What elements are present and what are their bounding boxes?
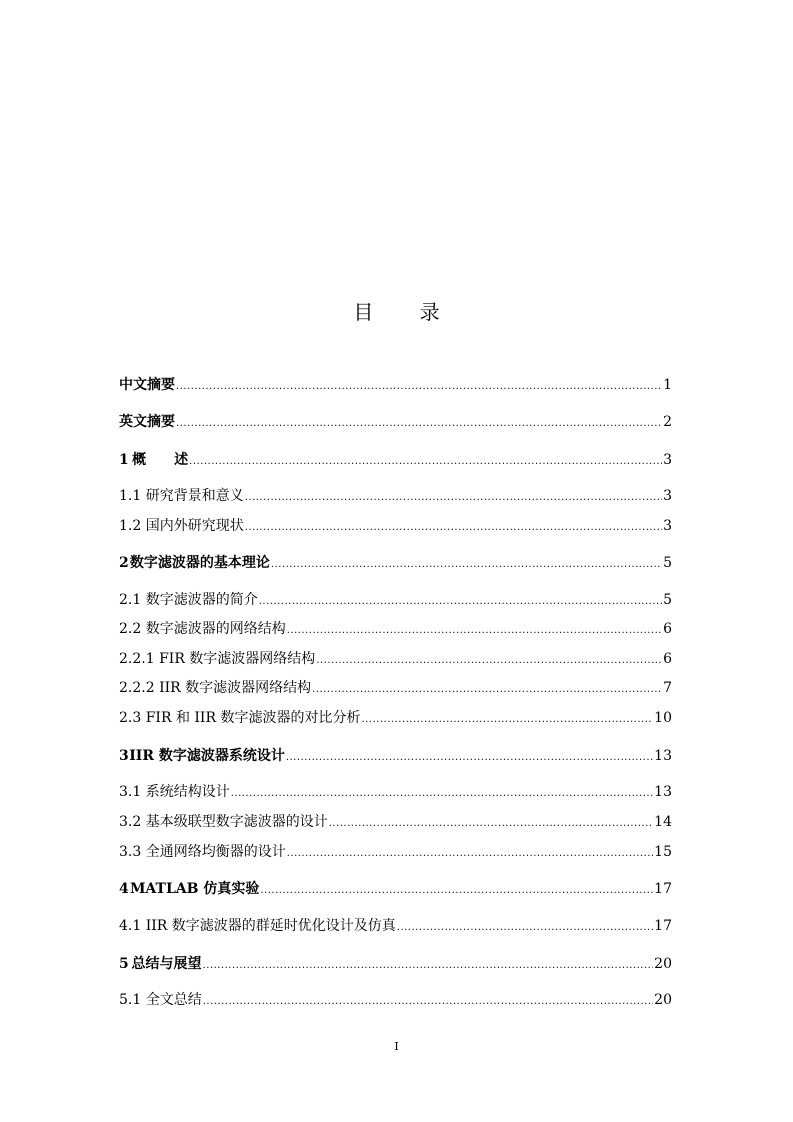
toc-entry-page: 15 (654, 844, 672, 860)
toc-entry-3-1[interactable] (119, 781, 672, 803)
toc-entry-number: 5 (119, 956, 129, 972)
toc-entry-page: 17 (654, 881, 672, 897)
toc-leader (176, 376, 662, 398)
toc-entry-label: 2.3 FIR 和 IIR 数字滤波器的对比分析 (119, 710, 361, 726)
toc-entry-chapter-3[interactable] (119, 745, 672, 767)
toc-leader (245, 487, 662, 509)
toc-entry-chapter-1[interactable] (119, 449, 672, 471)
toc-entry-page: 1 (663, 377, 672, 393)
toc-entry-page: 5 (663, 555, 672, 571)
toc-entry-1-1[interactable] (119, 485, 672, 507)
toc-entry-5-1[interactable] (119, 989, 672, 1011)
toc-leader (231, 783, 653, 805)
toc-entry-label: 数字滤波器的基本理论 (129, 555, 270, 571)
toc-entry-label: 3.3 全通网络均衡器的设计 (119, 844, 286, 860)
toc-entry-label: IIR 数字滤波器系统设计 (129, 748, 285, 764)
toc-entry-chapter-2[interactable] (119, 552, 672, 574)
toc-entry-label: 1.2 国内外研究现状 (119, 518, 244, 534)
toc-leader (361, 709, 653, 731)
toc-entry-4-1[interactable] (119, 915, 672, 937)
toc-entry-2-3[interactable] (119, 707, 672, 729)
toc-entry-page: 3 (663, 518, 672, 534)
toc-entry-page: 2 (663, 414, 672, 430)
toc-entry-chapter-4[interactable] (119, 878, 672, 900)
toc-leader (287, 843, 653, 865)
toc-entry-label: 4.1 IIR 数字滤波器的群延时优化设计及仿真 (119, 918, 396, 934)
toc-entry-page: 20 (654, 992, 672, 1008)
toc-leader (312, 679, 662, 701)
toc-leader (271, 554, 662, 576)
toc-entry-number: 4 (119, 881, 129, 897)
toc-entry-page: 6 (663, 621, 672, 637)
toc-entry-label: 中文摘要 (119, 377, 175, 393)
toc-entry-label: 3.1 系统结构设计 (119, 784, 230, 800)
toc-entry-label: 3.2 基本级联型数字滤波器的设计 (119, 814, 328, 830)
toc-entry-label: 2.2.2 IIR 数字滤波器网络结构 (119, 680, 312, 696)
toc-entry-page: 7 (663, 680, 672, 696)
toc-entry-page: 5 (663, 592, 672, 608)
toc-entry-label: 5.1 全文总结 (119, 992, 202, 1008)
toc-leader (316, 650, 662, 672)
toc-leader (189, 451, 662, 473)
toc-entry-label: 2.2.1 FIR 数字滤波器网络结构 (119, 651, 316, 667)
toc-entry-label: 概 述 (132, 452, 189, 468)
toc-entry-label: 英文摘要 (119, 414, 175, 430)
toc-entry-abstract-cn[interactable] (119, 374, 672, 396)
toc-leader (259, 591, 662, 613)
toc-entry-page: 10 (654, 710, 672, 726)
toc-leader (329, 813, 653, 835)
toc-entry-page: 17 (654, 918, 672, 934)
toc-entry-chapter-5[interactable] (119, 953, 672, 975)
toc-entry-3-3[interactable] (119, 841, 672, 863)
toc-entry-page: 3 (663, 452, 672, 468)
toc-entry-1-2[interactable] (119, 515, 672, 537)
toc-entry-number: 2 (119, 555, 129, 571)
toc-leader (397, 917, 653, 939)
toc-entry-3-2[interactable] (119, 811, 672, 833)
toc-entry-number: 1 (119, 452, 129, 468)
page-number: I (394, 1040, 399, 1053)
toc-entry-page: 6 (663, 651, 672, 667)
toc-entry-2-2-1[interactable] (119, 648, 672, 670)
toc-entry-2-2[interactable] (119, 618, 672, 640)
page-title: 目 录 (353, 300, 460, 324)
toc-entry-label: MATLAB 仿真实验 (129, 881, 260, 897)
toc-entry-label: 1.1 研究背景和意义 (119, 488, 244, 504)
toc-entry-page: 20 (654, 956, 672, 972)
toc-entry-page: 13 (654, 748, 672, 764)
toc-leader (286, 747, 653, 769)
toc-entry-number: 3 (119, 748, 129, 764)
toc-leader (245, 517, 662, 539)
toc-leader (287, 620, 662, 642)
toc-leader (203, 991, 653, 1013)
toc-entry-2-2-2[interactable] (119, 677, 672, 699)
toc-entry-page: 13 (654, 784, 672, 800)
toc-entry-page: 3 (663, 488, 672, 504)
toc-leader (176, 413, 662, 435)
toc-entry-2-1[interactable] (119, 589, 672, 611)
toc-entry-abstract-en[interactable] (119, 411, 672, 433)
toc-entry-page: 14 (654, 814, 672, 830)
toc-leader (260, 880, 653, 902)
toc-entry-label: 总结与展望 (131, 956, 202, 972)
toc-entry-label: 2.1 数字滤波器的简介 (119, 592, 258, 608)
toc-entry-label: 2.2 数字滤波器的网络结构 (119, 621, 286, 637)
toc-leader (203, 955, 654, 977)
